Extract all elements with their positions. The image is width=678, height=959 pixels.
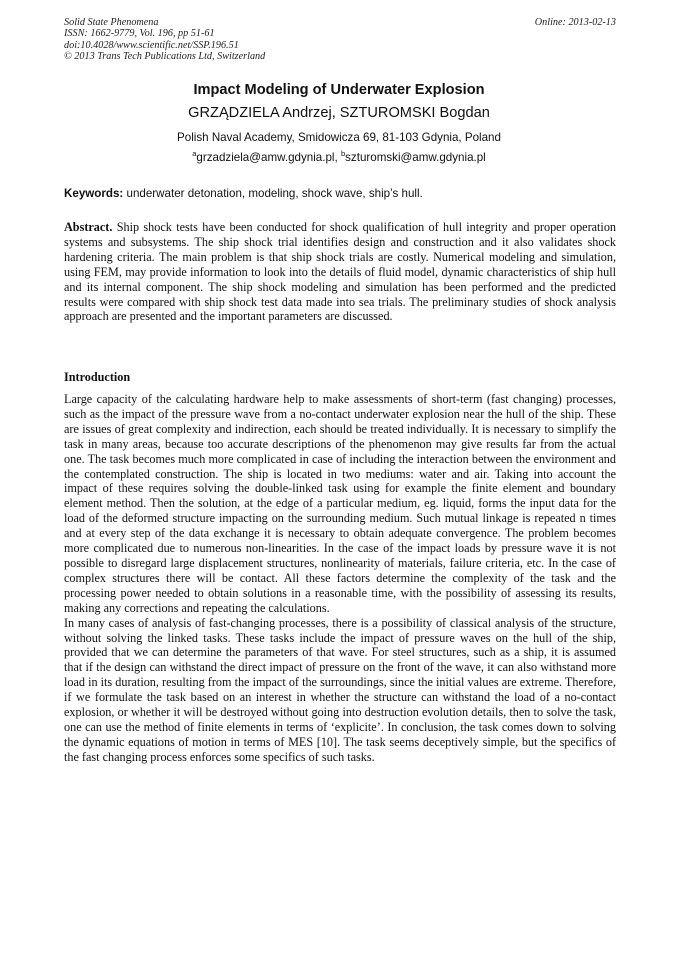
journal-header xyxy=(64,17,616,62)
abstract-text: Ship shock tests have been conducted for shock qualification of hull integrity and proper operation systems and subsystems. The ship shock trial identifies design and construction and it also validates shock hardening criteria. The main problem is that ship shock trials are costly. Numerical modeling and simulation, using FEM, may provide information to look into the details of fluid model, dynamic characteristics of ship hull and its internal component. The ship shock modeling and simulation has been performed and the predicted results were compared with ship shock test data made into sea trials. The preliminary studies of shock analysis approach are presented and the important parameters are discussed. xyxy=(64,220,617,324)
email-a: grzadziela@amw.gdynia.pl, xyxy=(196,151,338,164)
abstract xyxy=(64,220,616,324)
paper-title: Impact Modeling of Underwater Explosion xyxy=(193,82,485,98)
online-date: Online: 2013-02-13 xyxy=(534,17,616,28)
paper-affiliation: Polish Naval Academy, Smidowicza 69, 81-103 Gdynia, Poland xyxy=(177,131,501,144)
journal-issn: ISSN: 1662-9779, Vol. 196, pp 51-61 xyxy=(64,28,215,40)
keywords xyxy=(64,187,616,201)
journal-info xyxy=(64,17,616,62)
email-a-mark: a xyxy=(192,149,197,158)
introduction-body xyxy=(64,392,616,765)
introduction-paragraph-2: In many cases of analysis of fast-changing processes, there is a possibility of classical analysis of the structure, without solving the linked tasks. These tasks include the impact of pressure waves on the hull of the ship, provided that we can determine the parameters of that wave. For steel structures, such as a ship, it is assumed that if the design can withstand the direct impact of pressure on the front of the wave, it can also withstand more load in its duration, resulting from the impact of the surroundings, since the initial values are extreme. Therefore, if we formulate the task based on an interest in whether the structure can withstand the load of a no-contact explosion, or whether it will be destroyed without going into destruction evolution details, then to solve the task, one can use the method of finite elements in terms of ‘explicite’. In conclusion, the task comes down to solving the dynamic equations of motion in terms of MES [10]. The task seems deceptively simple, but the specifics of the fast changing process enforces some specifics of such tasks. xyxy=(64,615,616,764)
keywords-label: Keywords: xyxy=(64,187,124,200)
journal-name: Solid State Phenomena xyxy=(64,17,159,28)
author-emails xyxy=(0,151,678,165)
introduction-heading: Introduction xyxy=(64,370,131,384)
email-b: szturomski@amw.gdynia.pl xyxy=(345,151,486,164)
email-b-mark: b xyxy=(340,149,346,158)
journal-copyright: © 2013 Trans Tech Publications Ltd, Switzerland xyxy=(64,50,266,62)
abstract-label: Abstract. xyxy=(64,220,113,234)
introduction-paragraph-1: Large capacity of the calculating hardware help to make assessments of short-term (fast changing) processes, such as the impact of the pressure wave from a no-contact underwater explosion near the hull of the ship. These are issues of great complexity and indirection, each should be treated individually. It is necessary to simplify the task in many areas, because too accurate descriptions of the phenomenon may give results far from the actual one. The task becomes much more complicated in case of including the interaction between the environment and the contemplated construction. The ship is located in two mediums: water and air. Taking into account the impact of these requires solving the double-linked task using for example the finite element and boundary element method. Then the solution, at the edge of a particular medium, eg. liquid, forms the input data for the load of the deformed structure impacting on the surrounding medium. Such mutual linkage is repeated n times and at every step of the data exchange it is necessary to obtain adequate convergence. The problem becomes more complicated due to numerous non-linearities. In the case of the impact loads by pressure wave it is not possible to disregard large displacement structures, nonlinearity of materials, failure criteria, etc. In the case of complex structures there will be contact. All these factors determine the complexity of the task and the processing power needed to obtain solutions in a reasonable time, with the possibility of assessing its results, making any corrections and repeating the calculations. xyxy=(64,392,616,615)
journal-doi: doi:10.4028/www.scientific.net/SSP.196.51 xyxy=(64,39,239,51)
paper-authors: GRZĄDZIELA Andrzej, SZTUROMSKI Bogdan xyxy=(188,105,490,121)
keywords-text: underwater detonation, modeling, shock wave, ship’s hull. xyxy=(126,187,423,200)
